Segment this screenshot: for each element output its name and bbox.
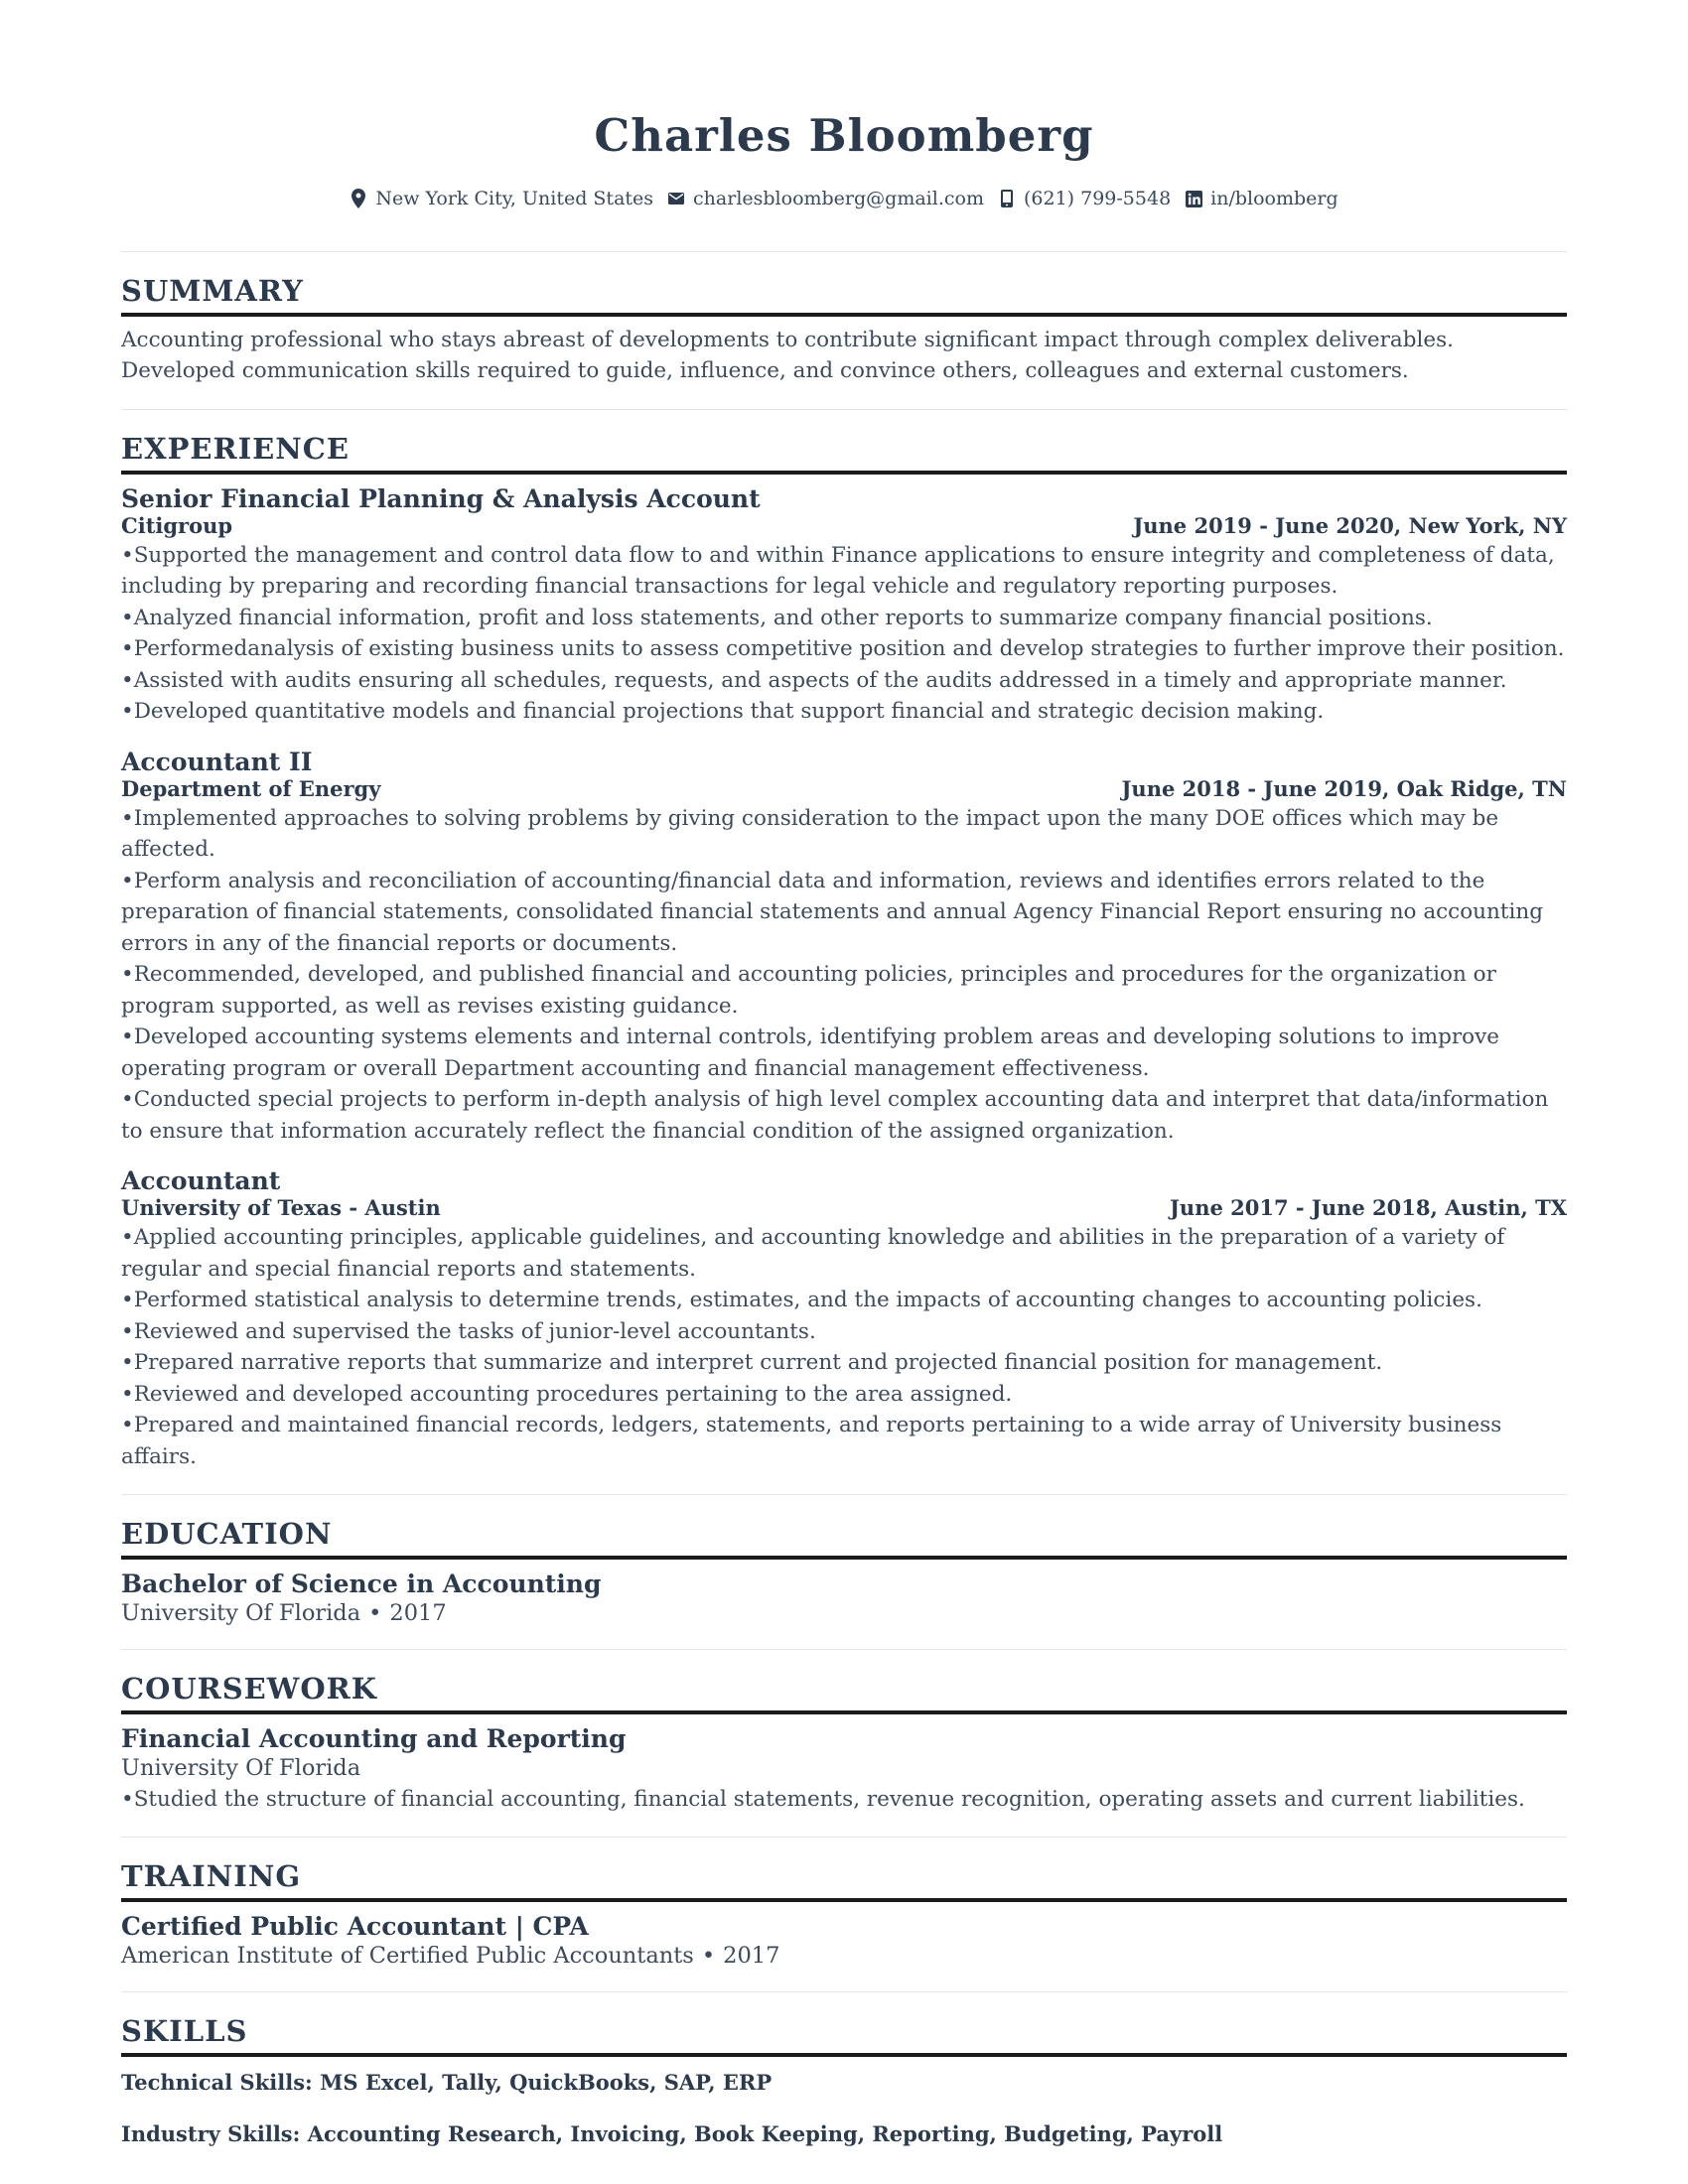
job-dates-location: June 2017 - June 2018, Austin, TX: [1169, 1195, 1567, 1221]
phone-text[interactable]: (621) 799-5548: [1023, 188, 1172, 209]
section-title-summary: SUMMARY: [121, 274, 1567, 317]
job-meta: [121, 777, 1567, 801]
mobile-phone-icon: [998, 189, 1016, 208]
location-text: New York City, United States: [375, 188, 654, 209]
bullet-item: • Analyzed financial information, profit and loss statements, and other reports to summarize company financial positions.: [121, 603, 1567, 634]
job-bullets: [121, 1222, 1567, 1472]
job-dates-location: June 2019 - June 2020, New York, NY: [1133, 512, 1567, 538]
divider: [121, 409, 1567, 410]
location-item: [350, 188, 653, 209]
course-bullets: [121, 1784, 1567, 1816]
bullet-item: • Studied the structure of financial accounting, financial statements, revenue recognition, operating assets and current liabilities.: [121, 1784, 1567, 1816]
job-title: Accountant: [121, 1166, 281, 1196]
industry-skills: Industry Skills: Accounting Research, Invoicing, Book Keeping, Reporting, Budgeting, Payroll: [121, 2120, 1223, 2146]
training-section: [121, 1859, 1567, 1970]
section-title-coursework: COURSEWORK: [121, 1672, 1567, 1714]
bullet-item: • Performed statistical analysis to determine trends, estimates, and the impacts of accounting changes to accounting policies.: [121, 1285, 1567, 1316]
company-name: University of Texas - Austin: [121, 1195, 441, 1221]
email-link[interactable]: charlesbloomberg@gmail.com: [693, 188, 984, 209]
bullet-item: • Recommended, developed, and published financial and accounting policies, principles and procedures for the organization or program supported, as well as revises existing guidance.: [121, 959, 1567, 1022]
bullet-item: • Reviewed and developed accounting procedures pertaining to the area assigned.: [121, 1379, 1567, 1411]
experience-section: [121, 432, 1567, 1472]
technical-skills: Technical Skills: MS Excel, Tally, QuickBooks, SAP, ERP: [121, 2069, 773, 2095]
linkedin-item[interactable]: [1185, 188, 1338, 209]
linkedin-link[interactable]: in/bloomberg: [1210, 188, 1338, 209]
separator: •: [701, 1942, 716, 1969]
job-bullets: [121, 540, 1567, 728]
bullet-item: • Conducted special projects to perform in-depth analysis of high level complex accounting data and interpret that data/information to ensure that information accurately reflect the financial condition of the assigned organization.: [121, 1084, 1567, 1147]
section-title-training: TRAINING: [121, 1859, 1567, 1902]
course-school: University Of Florida: [121, 1754, 361, 1781]
education-school-line: [121, 1599, 1567, 1627]
job-entry: [121, 484, 1567, 728]
map-pin-icon: [350, 189, 367, 208]
summary-text: Accounting professional who stays abreast of developments to contribute significant impact through complex deliverables. Developed communication skills required to guide, influence, and convince others, colleagues and external customers.: [121, 327, 1454, 384]
divider: [121, 1837, 1567, 1838]
job-dates-location: June 2018 - June 2019, Oak Ridge, TN: [1121, 775, 1567, 801]
education-section: [121, 1517, 1567, 1627]
divider: [121, 251, 1567, 252]
school-name: University Of Florida: [121, 1599, 361, 1626]
job-meta: [121, 514, 1567, 538]
certification-org: American Institute of Certified Public Accountants: [121, 1942, 694, 1969]
envelope-icon: [667, 189, 685, 208]
candidate-name: Charles Bloomberg: [594, 109, 1094, 162]
divider: [121, 1494, 1567, 1495]
contact-bar: [121, 188, 1567, 209]
bullet-item: • Perform analysis and reconciliation of accounting/financial data and information, reviews and identifies errors related to the preparation of financial statements, consolidated financial statements and annual Agency Financial Report ensuring no accounting errors in any of the financial reports or documents.: [121, 866, 1567, 960]
company-name: Department of Energy: [121, 775, 381, 801]
certification-year: 2017: [723, 1942, 780, 1969]
bullet-item: • Prepared narrative reports that summarize and interpret current and projected financial position for management.: [121, 1347, 1567, 1379]
bullet-item: • Applied accounting principles, applicable guidelines, and accounting knowledge and abilities in the preparation of a variety of regular and special financial reports and statements.: [121, 1222, 1567, 1285]
section-title-education: EDUCATION: [121, 1517, 1567, 1560]
job-bullets: [121, 803, 1567, 1148]
skills-section: [121, 2014, 1567, 2148]
certification-title: Certified Public Accountant | CPA: [121, 1911, 589, 1941]
bullet-item: • Assisted with audits ensuring all schedules, requests, and aspects of the audits addressed in a timely and appropriate manner.: [121, 665, 1567, 697]
phone-item[interactable]: [998, 188, 1171, 209]
section-title-skills: SKILLS: [121, 2014, 1567, 2057]
bullet-item: • Prepared and maintained financial records, ledgers, statements, and reports pertaining to a wide array of University business affairs.: [121, 1410, 1567, 1472]
job-title: Accountant II: [121, 747, 313, 776]
summary-section: [121, 274, 1567, 387]
separator: •: [368, 1599, 382, 1626]
job-meta: [121, 1196, 1567, 1220]
bullet-item: • Implemented approaches to solving problems by giving consideration to the impact upon the many DOE offices which may be affected.: [121, 803, 1567, 866]
certification-org-line: [121, 1942, 1567, 1970]
coursework-section: [121, 1672, 1567, 1815]
email-item[interactable]: [667, 188, 984, 209]
course-title: Financial Accounting and Reporting: [121, 1723, 627, 1753]
bullet-item: • Reviewed and supervised the tasks of junior-level accountants.: [121, 1316, 1567, 1348]
company-name: Citigroup: [121, 512, 233, 538]
job-entry: [121, 1166, 1567, 1472]
bullet-item: • Performedanalysis of existing business units to assess competitive position and develop strategies to further improve their position.: [121, 633, 1567, 665]
bullet-item: • Developed accounting systems elements and internal controls, identifying problem areas and developing solutions to improve operating program or overall Department accounting and financial management effectiveness.: [121, 1022, 1567, 1084]
section-title-experience: EXPERIENCE: [121, 432, 1567, 475]
job-title: Senior Financial Planning & Analysis Account: [121, 483, 761, 513]
linkedin-icon: [1185, 189, 1202, 208]
divider: [121, 1991, 1567, 1992]
bullet-item: • Supported the management and control data flow to and within Finance applications to ensure integrity and completeness of data, including by preparing and recording financial transactions for legal vehicle and regulatory reporting purposes.: [121, 540, 1567, 603]
degree-title: Bachelor of Science in Accounting: [121, 1569, 602, 1598]
bullet-item: • Developed quantitative models and financial projections that support financial and strategic decision making.: [121, 696, 1567, 728]
divider: [121, 1649, 1567, 1650]
job-entry: [121, 748, 1567, 1148]
graduation-year: 2017: [389, 1599, 447, 1626]
